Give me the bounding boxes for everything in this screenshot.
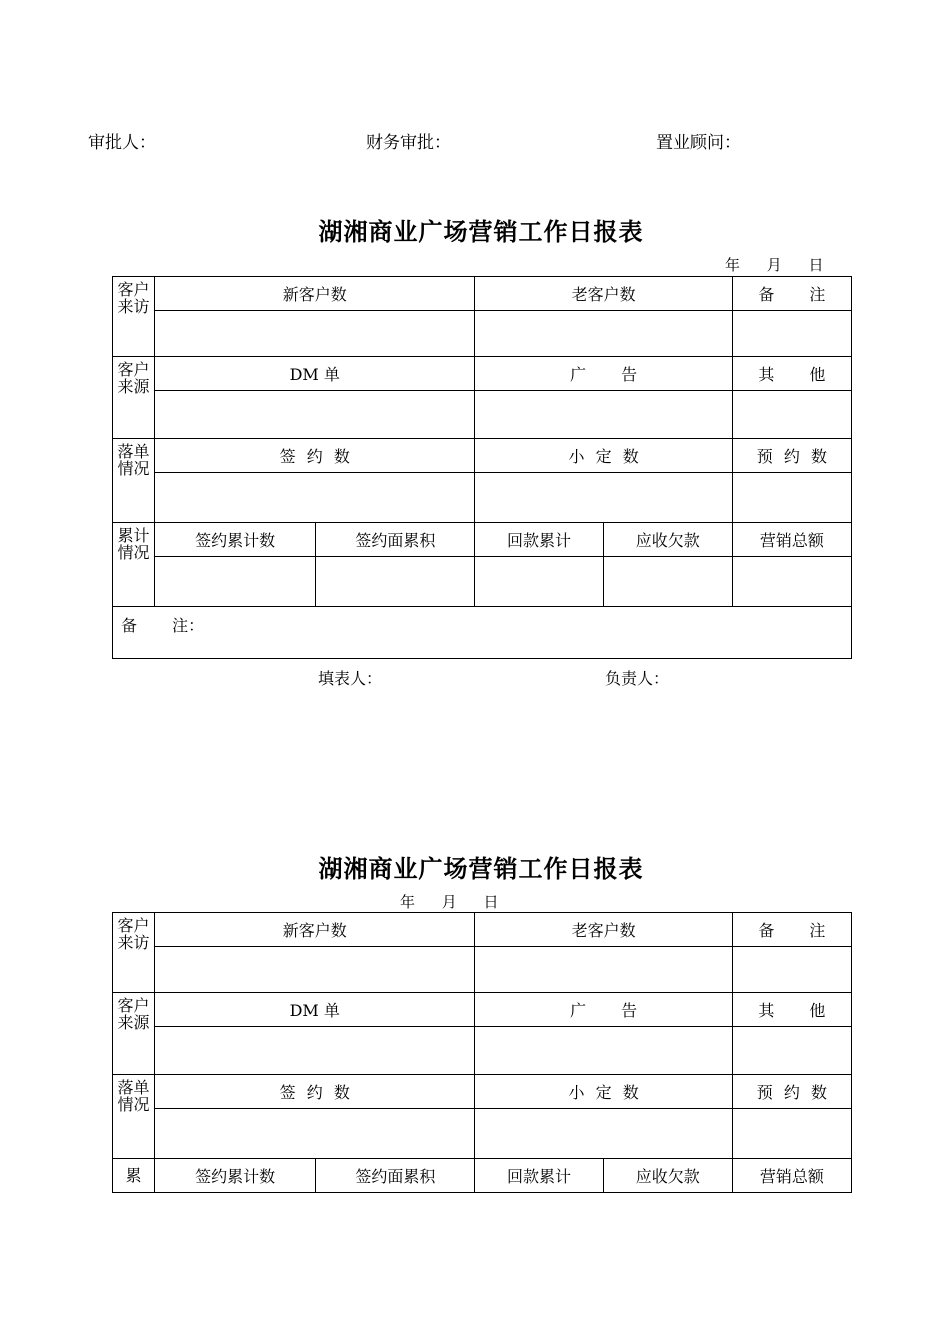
cum-payment-cell[interactable]	[475, 557, 603, 607]
cum-signed-area-a: 签约面	[355, 531, 404, 550]
marketing-total-header: 营销总额	[732, 523, 851, 557]
cum-signed-area-c: 积	[419, 531, 436, 550]
marketing-total-cell[interactable]	[732, 557, 851, 607]
note-cell-2[interactable]	[732, 947, 851, 993]
dm-header-2: DM 单	[155, 993, 475, 1027]
dm-cell-2[interactable]	[155, 1027, 475, 1075]
source-side-label-2: 客户来源	[113, 993, 155, 1075]
source-side-label: 客户来源	[113, 357, 155, 439]
cum-signed-count-b: 计	[243, 531, 260, 550]
visit-side-label-2: 客户来访	[113, 913, 155, 993]
other-cell-2[interactable]	[732, 1027, 851, 1075]
signed-header-2: 签 约 数	[155, 1075, 475, 1109]
other-header: 其 他	[732, 357, 851, 391]
cum-payment-a: 回款累	[507, 531, 556, 550]
small-deposit-cell-2[interactable]	[475, 1109, 732, 1159]
finance-approval-label: 财务审批：	[366, 133, 451, 153]
manager-label: 负责人：	[605, 669, 670, 688]
approver-label: 审批人：	[88, 133, 156, 153]
old-customers-cell[interactable]	[475, 311, 732, 357]
cumulative-side-label-2: 累	[113, 1159, 155, 1193]
cum-signed-area-b-2: 累	[403, 1167, 420, 1186]
reservation-header-2: 预 约 数	[732, 1075, 851, 1109]
note-cell[interactable]	[732, 311, 851, 357]
cum-signed-area-b: 累	[403, 531, 420, 550]
signed-cell-2[interactable]	[155, 1109, 475, 1159]
cum-payment-b: 计	[555, 531, 572, 550]
deals-side-label-2: 落单情况	[113, 1075, 155, 1159]
cum-signed-count-header	[155, 523, 316, 557]
cum-signed-count-cell[interactable]	[155, 557, 316, 607]
dm-cell[interactable]	[155, 391, 475, 439]
cum-signed-count-header-2	[155, 1159, 316, 1193]
cum-signed-count-c: 数	[259, 531, 276, 550]
signed-cell[interactable]	[155, 473, 475, 523]
remarks-label: 备 注：	[121, 616, 205, 635]
cum-signed-count-a: 签约累	[195, 531, 244, 550]
cum-payment-b-2: 计	[555, 1167, 572, 1186]
ad-header-2: 广 告	[475, 993, 732, 1027]
new-customers-header: 新客户数	[155, 277, 475, 311]
report1-date: 年 月 日	[725, 256, 824, 274]
cum-signed-area-c-2: 积	[419, 1167, 436, 1186]
note-header-2: 备 注	[732, 913, 851, 947]
cum-signed-area-header	[316, 523, 475, 557]
other-cell[interactable]	[732, 391, 851, 439]
small-deposit-header-2: 小 定 数	[475, 1075, 732, 1109]
cum-signed-area-cell[interactable]	[316, 557, 475, 607]
ad-cell-2[interactable]	[475, 1027, 732, 1075]
new-customers-cell-2[interactable]	[155, 947, 475, 993]
cum-payment-header	[475, 523, 603, 557]
ad-cell[interactable]	[475, 391, 732, 439]
note-header: 备 注	[732, 277, 851, 311]
old-customers-header: 老客户数	[475, 277, 732, 311]
cumulative-side-label: 累计情况	[113, 523, 155, 607]
filler-label: 填表人：	[318, 669, 383, 688]
reservation-cell[interactable]	[732, 473, 851, 523]
consultant-label: 置业顾问：	[656, 133, 741, 153]
other-header-2: 其 他	[732, 993, 851, 1027]
cum-payment-header-2	[475, 1159, 603, 1193]
report1-title: 湖湘商业广场营销工作日报表	[318, 218, 644, 246]
dm-header: DM 单	[155, 357, 475, 391]
marketing-total-header-2: 营销总额	[732, 1159, 851, 1193]
report2-date: 年 月 日	[400, 893, 499, 911]
old-customers-header-2: 老客户数	[475, 913, 732, 947]
cum-signed-area-a-2: 签约面	[355, 1167, 404, 1186]
cum-signed-count-c-2: 数	[259, 1167, 276, 1186]
cum-signed-count-b-2: 计	[243, 1167, 260, 1186]
old-customers-cell-2[interactable]	[475, 947, 732, 993]
new-customers-cell[interactable]	[155, 311, 475, 357]
receivable-header-2: 应收欠款	[603, 1159, 732, 1193]
deals-side-label: 落单情况	[113, 439, 155, 523]
report1-table	[112, 276, 852, 659]
remarks-cell[interactable]	[113, 607, 852, 659]
reservation-cell-2[interactable]	[732, 1109, 851, 1159]
small-deposit-header: 小 定 数	[475, 439, 732, 473]
cum-signed-area-header-2	[316, 1159, 475, 1193]
report2-title: 湖湘商业广场营销工作日报表	[318, 855, 644, 883]
reservation-header: 预 约 数	[732, 439, 851, 473]
ad-header: 广 告	[475, 357, 732, 391]
receivable-header: 应收欠款	[603, 523, 732, 557]
receivable-cell[interactable]	[603, 557, 732, 607]
cum-signed-count-a-2: 签约累	[195, 1167, 244, 1186]
report2-table	[112, 912, 852, 1193]
small-deposit-cell[interactable]	[475, 473, 732, 523]
new-customers-header-2: 新客户数	[155, 913, 475, 947]
signed-header: 签 约 数	[155, 439, 475, 473]
cum-payment-a-2: 回款累	[507, 1167, 556, 1186]
visit-side-label: 客户来访	[113, 277, 155, 357]
